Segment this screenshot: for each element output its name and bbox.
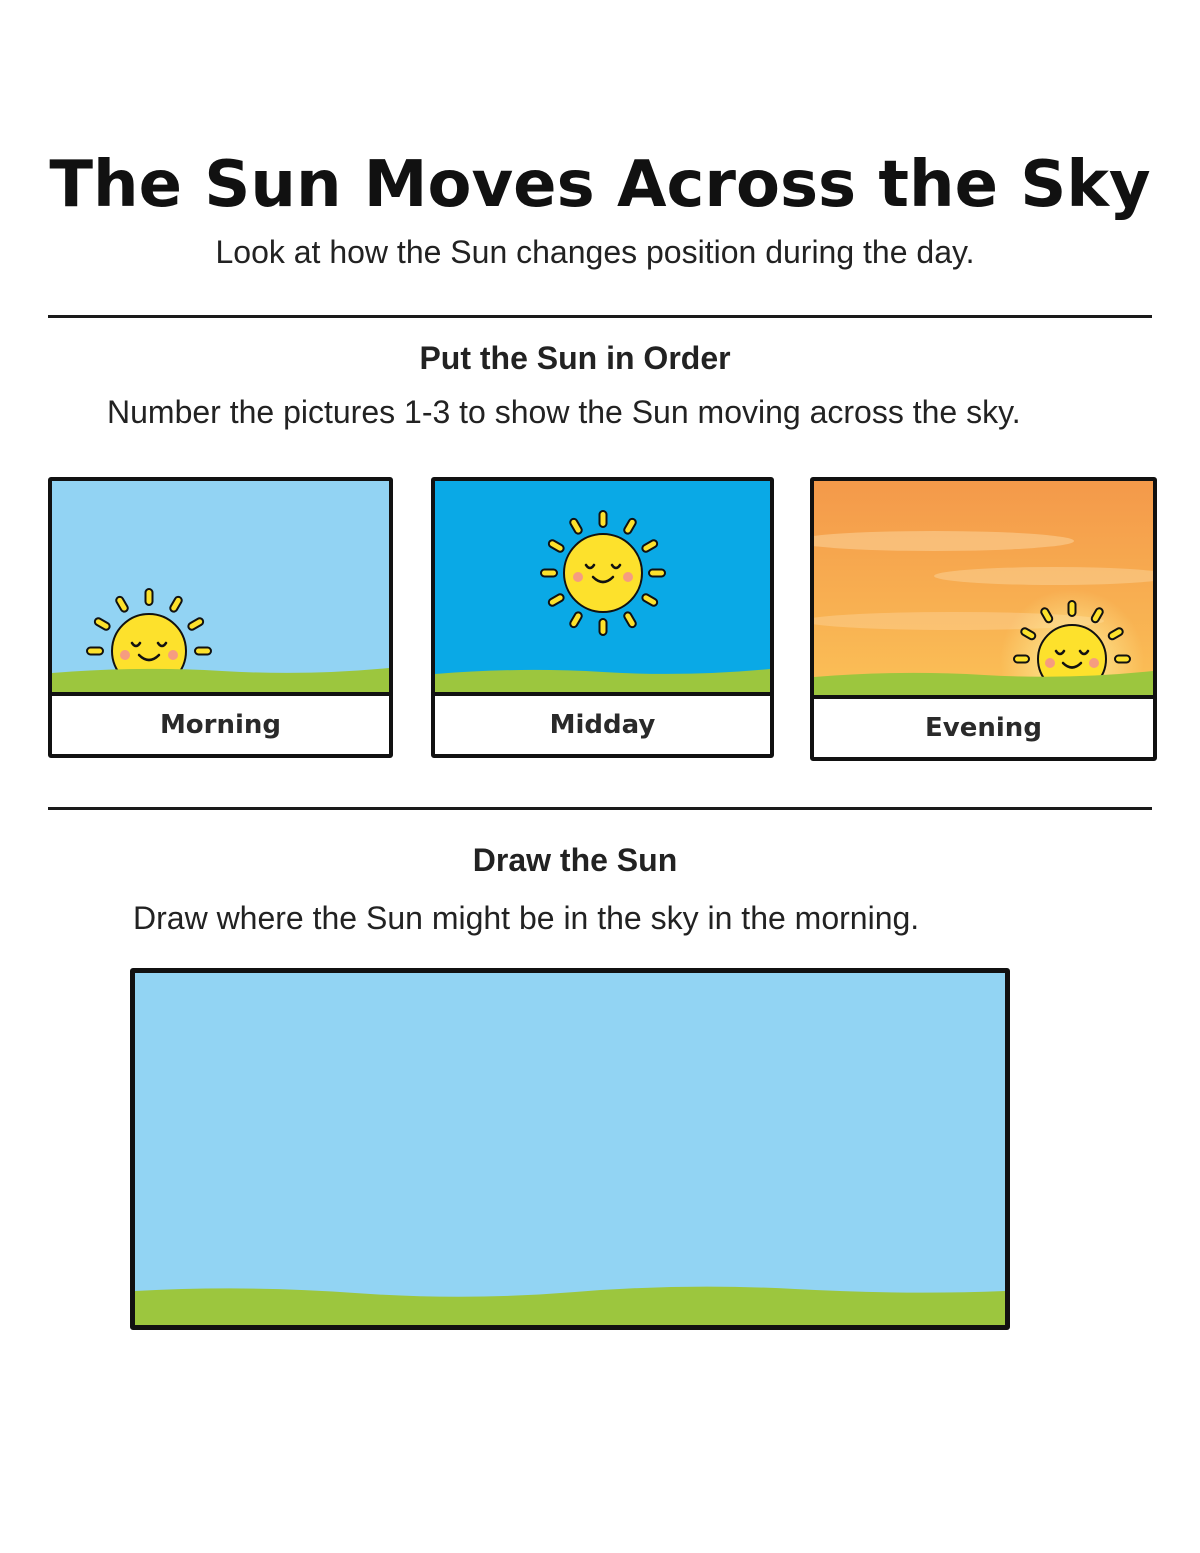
midday-card[interactable] <box>431 477 774 758</box>
morning-scene <box>52 481 389 696</box>
card-label: Evening <box>814 695 1153 757</box>
page-title: The Sun Moves Across the Sky <box>49 148 1151 222</box>
page-subtitle: Look at how the Sun changes position during the day. <box>215 234 975 270</box>
divider <box>48 315 1152 318</box>
midday-scene <box>435 481 770 696</box>
evening-scene <box>814 481 1153 699</box>
draw-section-instruction: Draw where the Sun might be in the sky in the morning. <box>133 900 920 936</box>
card-label: Midday <box>435 692 770 754</box>
draw-section-heading: Draw the Sun <box>472 842 678 878</box>
evening-card[interactable] <box>810 477 1157 761</box>
drawing-area[interactable] <box>130 968 1010 1330</box>
divider <box>48 807 1152 810</box>
order-section-heading: Put the Sun in Order <box>419 340 731 376</box>
drawing-scene <box>135 973 1005 1325</box>
card-label: Morning <box>52 692 389 754</box>
morning-card[interactable] <box>48 477 393 758</box>
order-section-instruction: Number the pictures 1-3 to show the Sun moving across the sky. <box>107 394 1021 430</box>
